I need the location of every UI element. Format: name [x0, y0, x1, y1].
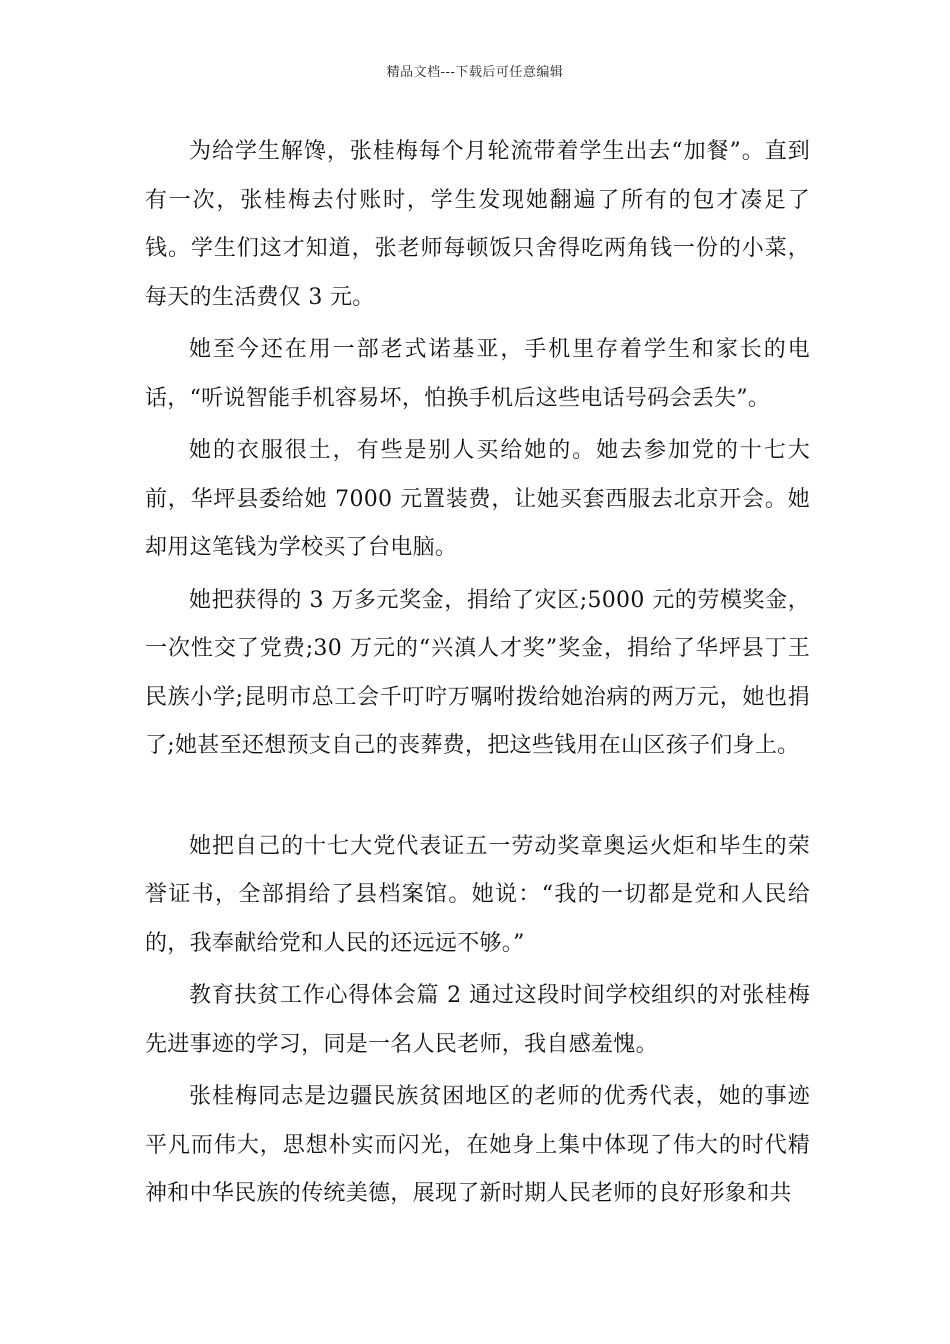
page-header: 精品文档---下载后可任意编辑 — [386, 65, 564, 80]
paragraph-6: 教育扶贫工作心得体会篇 2 通过这段时间学校组织的对张桂梅先进事迹的学习，同是一名人民老师，我自感羞愧。 — [145, 983, 810, 1057]
paragraph-3: 她的衣服很土，有些是别人买给她的。她去参加党的十七大前，华坪县委给她 7000 元置装费，让她买套西服去北京开会。她却用这笔钱为学校买了台电脑。 — [145, 438, 810, 560]
paragraph-1: 为给学生解馋，张桂梅每个月轮流带着学生出去“加餐”。直到有一次，张桂梅去付账时，学生发现她翻遍了所有的包才凑足了钱。学生们这才知道，张老师每顿饭只舍得吃两角钱一份的小菜，每天的生活费仅 3 元。 — [145, 139, 810, 310]
paragraph-5: 她把自己的十七大党代表证五一劳动奖章奥运火炬和毕生的荣誉证书，全部捐给了县档案馆。她说：“我的一切都是党和人民给的，我奉献给党和人民的还远远不够。” — [145, 833, 810, 956]
paragraph-2: 她至今还在用一部老式诺基亚，手机里存着学生和家长的电话，“听说智能手机容易坏，怕换手机后这些电话号码会丢失”。 — [145, 337, 810, 411]
paragraph-gap — [145, 775, 810, 823]
paragraph-7: 张桂梅同志是边疆民族贫困地区的老师的优秀代表，她的事迹平凡而伟大，思想朴实而闪光，在她身上集中体现了伟大的时代精神和中华民族的传统美德，展现了新时期人民老师的良好形象和共 — [145, 1084, 810, 1206]
paragraph-4: 她把获得的 3 万多元奖金，捐给了灾区;5000 元的劳模奖金，一次性交了党费;30 万元的“兴滇人才奖”奖金，捐给了华坪县丁王民族小学;昆明市总工会千叮咛万嘱咐拨给她治病的两万元，她也捐了;她甚至还想预支自己的丧葬费，把这些钱用在山区孩子们身上。 — [145, 587, 810, 758]
document-body — [145, 128, 810, 1223]
